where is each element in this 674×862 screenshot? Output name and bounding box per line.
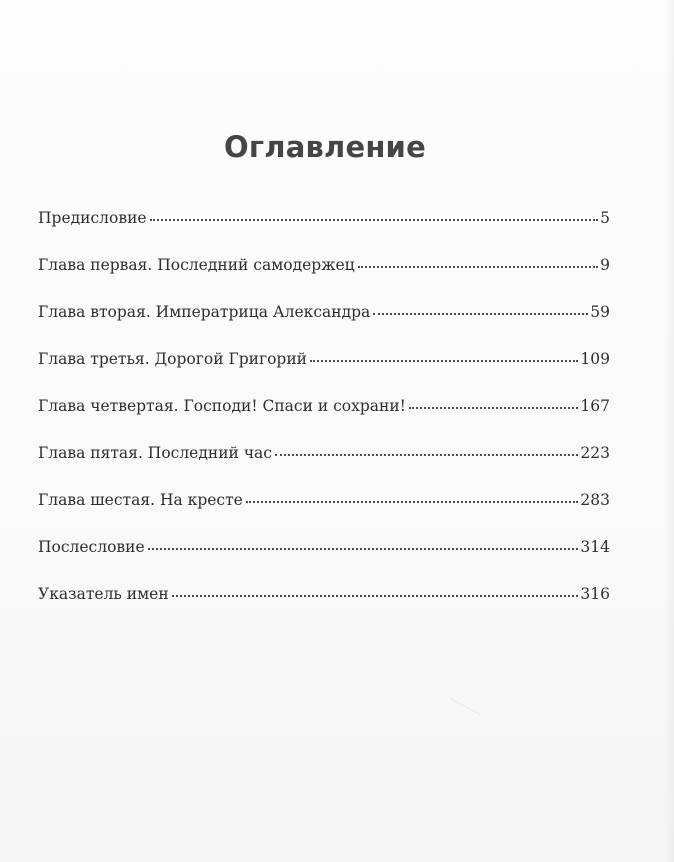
dot-leader [148, 548, 579, 550]
dot-leader [409, 407, 578, 409]
toc-entry-label: Глава пятая. Последний час [38, 444, 272, 462]
toc-entry-page: 316 [580, 585, 610, 603]
toc-entry-label: Глава вторая. Императрица Александра [38, 303, 371, 321]
dot-leader [172, 595, 579, 597]
toc-entry-page: 223 [580, 444, 610, 462]
toc-entry-page: 59 [590, 303, 610, 321]
toc-entry-page: 167 [580, 397, 610, 415]
toc-entry-afterword [38, 538, 610, 585]
toc-entry-label: Глава четвертая. Господи! Спаси и сохрани! [38, 397, 406, 415]
dot-leader [150, 219, 599, 221]
toc-entry-page: 5 [600, 209, 610, 227]
dot-leader [246, 501, 579, 503]
dot-leader [358, 266, 598, 268]
toc-entry-preface [38, 209, 610, 256]
toc-entry-page: 9 [600, 256, 610, 274]
toc-entry-label: Глава первая. Последний самодержец [38, 256, 355, 274]
toc-entry-label: Предисловие [38, 209, 147, 227]
dot-leader [310, 360, 578, 362]
table-of-contents [38, 209, 610, 632]
toc-entry-chapter-3 [38, 350, 610, 397]
page-title: Оглавление [224, 130, 426, 164]
toc-entry-label: Глава третья. Дорогой Григорий [38, 350, 308, 368]
toc-entry-page: 283 [580, 491, 610, 509]
toc-entry-chapter-5 [38, 444, 610, 491]
toc-entry-label: Послесловие [38, 538, 145, 556]
page-edge-shadow [664, 0, 674, 862]
toc-entry-chapter-2 [38, 303, 610, 350]
toc-entry-page: 109 [580, 350, 610, 368]
toc-entry-name-index [38, 585, 610, 632]
toc-entry-chapter-6 [38, 491, 610, 538]
dot-leader [275, 454, 578, 456]
toc-entry-page: 314 [580, 538, 610, 556]
toc-entry-label: Глава шестая. На кресте [38, 491, 243, 509]
toc-entry-label: Указатель имен [38, 585, 169, 603]
paper-mark [450, 698, 480, 715]
toc-entry-chapter-4 [38, 397, 610, 444]
dot-leader [373, 313, 588, 315]
toc-entry-chapter-1 [38, 256, 610, 303]
